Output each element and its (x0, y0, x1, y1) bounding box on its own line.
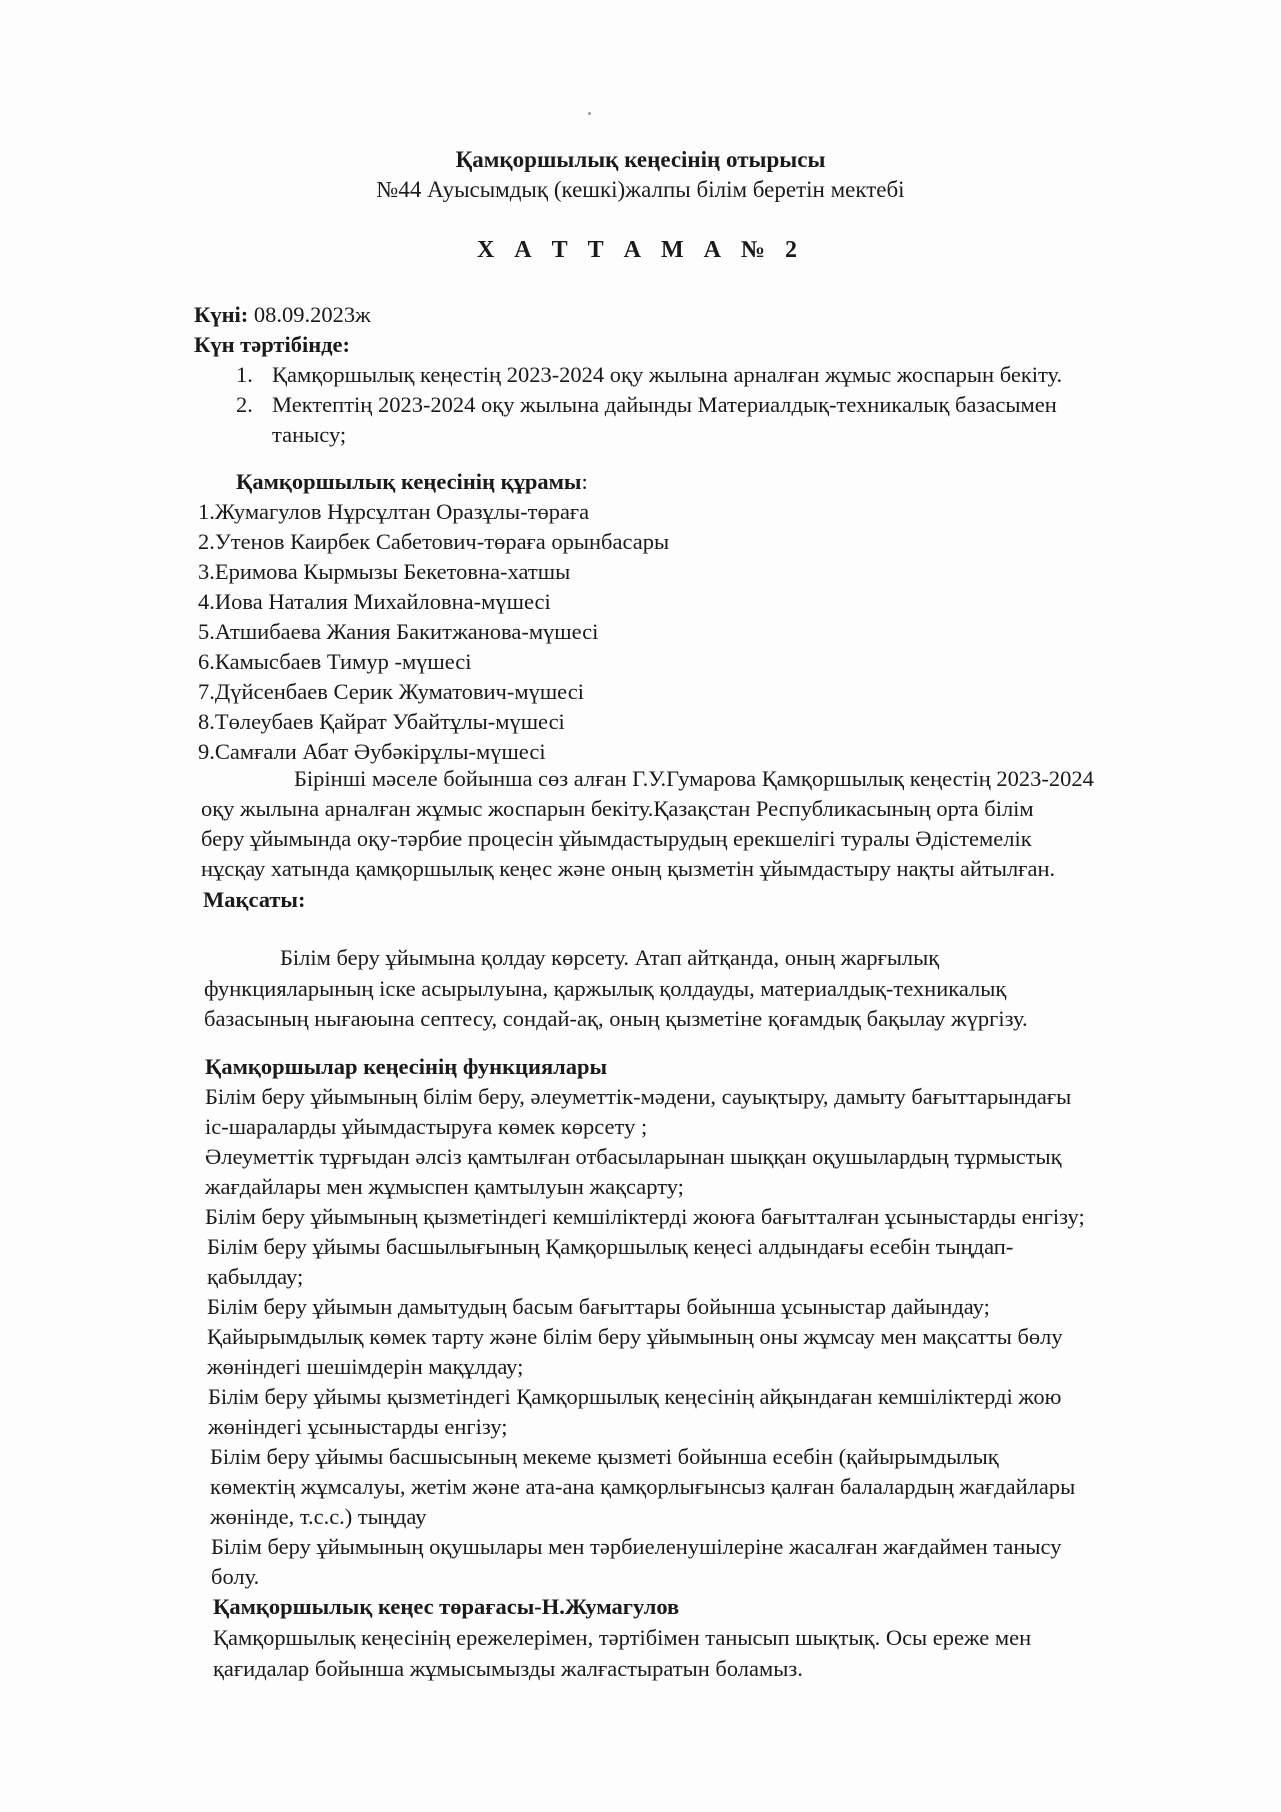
agenda-item-2-continued: танысу; (272, 422, 347, 447)
function-line: Білім беру ұйымын дамытудың басым бағыттары бойынша ұсыныстар дайындау; (207, 1294, 990, 1319)
agenda-number: 1. (236, 362, 253, 387)
function-line: Білім беру ұйымы қызметіндегі Қамқоршылық кеңесінің айқындаған кемшіліктерді жою (208, 1384, 1062, 1409)
protocol-title: Х А Т Т А М А № 2 (476, 237, 805, 263)
function-line: Білім беру ұйымының қызметіндегі кемшіліктерді жоюға бағытталған ұсыныстарды енгізу; (205, 1204, 1085, 1229)
agenda-label: Күн тәртібінде: (194, 332, 351, 357)
document-title: Қамқоршылық кеңесінің отырысы (455, 147, 826, 172)
function-line: Әлеуметтік тұрғыдан әлсіз қамтылған отбасыларынан шыққан оқушылардың тұрмыстық (205, 1144, 1062, 1169)
goal-line: базасының нығаюына септесу, сондай-ақ, оның қызметіне қоғамдық бақылау жүргізу. (204, 1006, 1028, 1031)
function-line: болу. (211, 1564, 260, 1589)
council-member: 2.Утенов Каирбек Сабетович-төраға орынбасары (198, 529, 670, 554)
function-line: қабылдау; (207, 1264, 304, 1289)
scan-speck (588, 112, 591, 115)
council-member: 8.Төлеубаев Қайрат Убайтұлы-мүшесі (198, 709, 565, 734)
school-name: №44 Ауысымдық (кешкі)жалпы білім беретін мектебі (376, 177, 905, 202)
paragraph-line: нұсқау хатында қамқоршылық кеңес және оның қызметін ұйымдастыру нақты айтылған. (201, 856, 1056, 881)
agenda-number: 2. (236, 392, 253, 417)
function-line: Білім беру ұйымының білім беру, әлеуметтік-мәдени, сауықтыру, дамыту бағыттарындағы (205, 1084, 1072, 1109)
council-member: 1.Жумагулов Нұрсұлтан Оразұлы-төраға (198, 499, 590, 524)
function-line: жөнінде, т.с.с.) тыңдау (210, 1504, 427, 1529)
function-line: жағдайлары мен жұмыспен қамтылуын жақсарту; (205, 1174, 684, 1199)
council-heading-text: Қамқоршылық кеңесінің құрамы (236, 469, 582, 494)
agenda-item-1: Қамқоршылық кеңестің 2023-2024 оқу жылына арналған жұмыс жоспарын бекіту. (272, 362, 1063, 387)
council-heading-colon: : (581, 469, 588, 494)
function-line: іс-шараларды ұйымдастыруға көмек көрсету ; (205, 1114, 648, 1139)
chair-heading: Қамқоршылық кеңес төрағасы-Н.Жумагулов (213, 1594, 680, 1619)
council-member: 7.Дүйсенбаев Серик Жуматович-мүшесі (198, 679, 584, 704)
function-line: Білім беру ұйымы басшылығының Қамқоршылық кеңесі алдындағы есебін тыңдап- (207, 1234, 1014, 1259)
date-label: Күні: (194, 302, 249, 327)
function-line: көмектің жұмсалуы, жетім және ата-ана қамқорлығынсыз қалған балалардың жағдайлары (210, 1474, 1076, 1499)
function-line: Білім беру ұйымы басшысының мекеме қызметі бойынша есебін (қайырымдылық (210, 1444, 999, 1469)
paragraph-line: беру ұйымында оқу-тәрбие процесін ұйымдастырудың ерекшелігі туралы Әдістемелік (201, 826, 1032, 851)
council-member: 3.Еримова Кырмызы Бекетовна-хатшы (198, 559, 571, 584)
chair-line: қағидалар бойынша жұмысымызды жалғастыратын боламыз. (213, 1656, 803, 1681)
date-value: 08.09.2023ж (248, 302, 371, 327)
paragraph-line: Бірінші мәселе бойынша сөз алған Г.У.Гумарова Қамқоршылық кеңестің 2023-2024 (294, 766, 1094, 791)
council-member: 9.Самғали Абат Әубәкірұлы-мүшесі (198, 739, 546, 764)
goal-label: Мақсаты: (203, 887, 306, 912)
paragraph-line: оқу жылына арналған жұмыс жоспарын бекіту.Қазақстан Республикасының орта білім (201, 796, 1034, 821)
goal-line: функцияларының іске асырылуына, қаржылық қолдауды, материалдық-техникалық (204, 976, 1007, 1001)
agenda-item-2: Мектептің 2023-2024 оқу жылына дайынды Материалдық-техникалық базасымен (272, 392, 1057, 417)
chair-line: Қамқоршылық кеңесінің ережелерімен, тәртібімен танысып шықтық. Осы ереже мен (213, 1625, 1032, 1650)
function-line: жөніндегі ұсыныстарды енгізу; (208, 1414, 508, 1439)
goal-line: Білім беру ұйымына қолдау көрсету. Атап айтқанда, оның жарғылық (280, 945, 940, 970)
date-line (194, 301, 371, 329)
function-line: Қайырымдылық көмек тарту және білім беру ұйымының оны жұмсау мен мақсатты бөлу (207, 1324, 1063, 1349)
council-member: 4.Иова Наталия Михайловна-мүшесі (198, 589, 551, 614)
function-line: Білім беру ұйымының оқушылары мен тәрбиеленушілеріне жасалған жағдаймен танысу (211, 1534, 1062, 1559)
council-member: 6.Камысбаев Тимур -мүшесі (198, 649, 472, 674)
council-heading (236, 468, 588, 496)
function-line: жөніндегі шешімдерін мақұлдау; (207, 1354, 524, 1379)
functions-heading: Қамқоршылар кеңесінің функциялары (205, 1054, 608, 1079)
council-member: 5.Атшибаева Жания Бакитжанова-мүшесі (198, 619, 599, 644)
